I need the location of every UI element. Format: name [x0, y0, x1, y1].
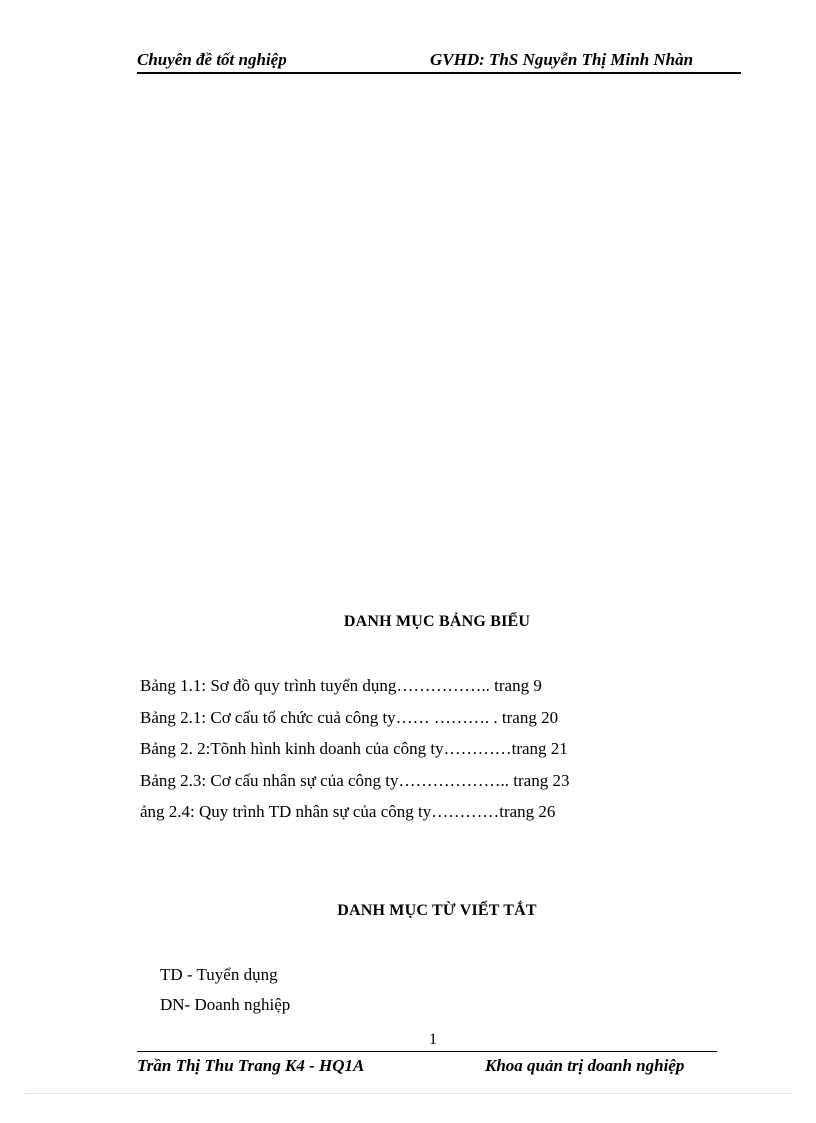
list-item: TD - Tuyển dụng — [160, 965, 278, 984]
header-document-type: Chuyên đề tốt nghiệp — [137, 50, 287, 69]
footer-department: Khoa quản trị doanh nghiệp — [485, 1056, 685, 1075]
list-item: Bảng 2.1: Cơ cấu tổ chức cuả công ty…… ………. . trang 20 — [140, 707, 559, 727]
list-item: ảng 2.4: Quy trình TD nhân sự của công ty…………trang 26 — [140, 802, 556, 821]
abbreviations-list — [160, 966, 290, 1026]
page-header — [137, 50, 741, 74]
page-edge-divider — [24, 1093, 792, 1094]
abbreviations-title: DANH MỤC TỪ VIẾT TẮT — [337, 902, 537, 919]
page-number: 1 — [429, 1031, 437, 1048]
tables-list — [140, 677, 569, 835]
list-item: DN- Doanh nghiệp — [160, 995, 291, 1014]
tables-list-title: DANH MỤC BẢNG BIỂU — [343, 613, 531, 630]
footer-author: Trần Thị Thu Trang K4 - HQ1A — [137, 1056, 365, 1075]
header-supervisor: GVHD: ThS Nguyễn Thị Minh Nhàn — [430, 50, 694, 69]
list-item: Bảng 1.1: Sơ đồ quy trình tuyển dụng…………….. trang 9 — [140, 676, 542, 695]
footer-divider — [137, 1051, 717, 1052]
list-item: Bảng 2. 2:Tõnh hình kinh doanh của công ty…………trang 21 — [140, 739, 568, 758]
list-item: Bảng 2.3: Cơ cấu nhân sự của công ty……………….. trang 23 — [140, 770, 570, 790]
